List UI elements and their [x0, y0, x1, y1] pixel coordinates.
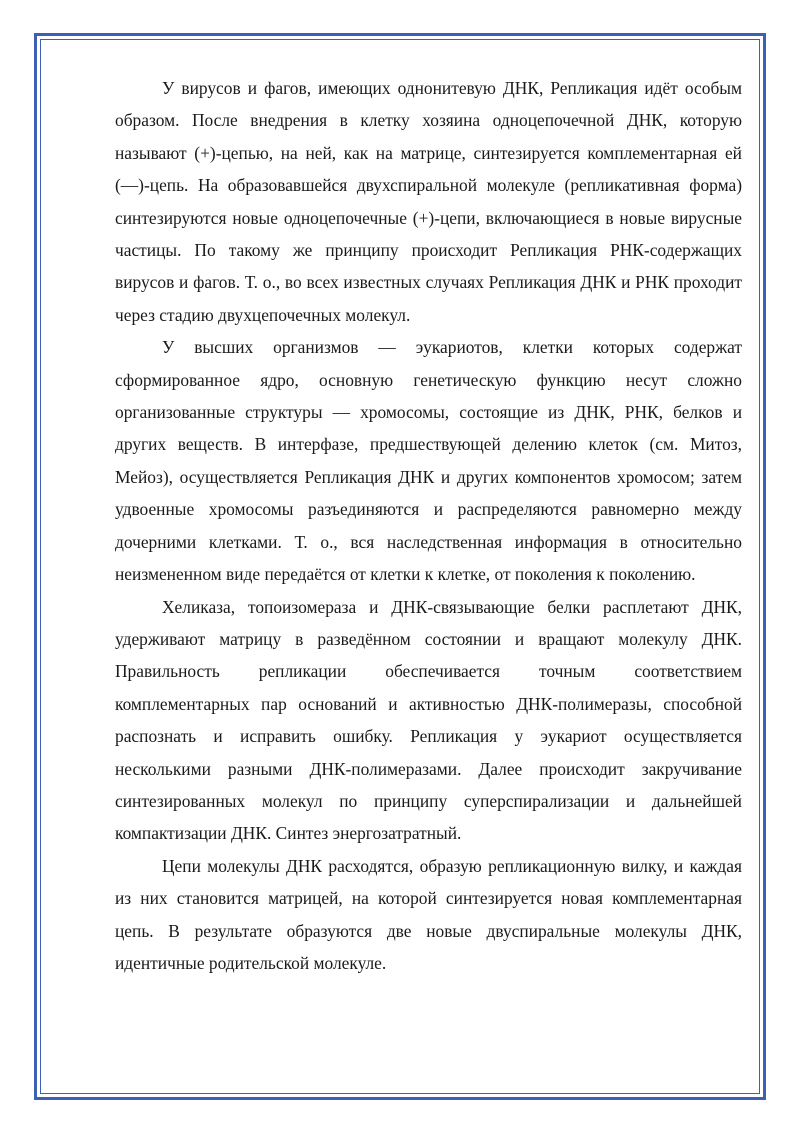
paragraph-replication-fork: Цепи молекулы ДНК расходятся, образую репликационную вилку, и каждая из них становится матрицей, на которой синтезируется новая комплементарная цепь. В результате образуются две новые двуспиральные молекулы ДНК, идентичные родительской молекуле.: [115, 855, 742, 973]
paragraph-eukaryote-replication: У высших организмов — эукариотов, клетки которых содержат сформированное ядро, основную генетическую функцию несут сложно организованные структуры — хромосомы, состоящие из ДНК, РНК, белков и других веществ. В интерфазе, предшествующей делению клеток (см. Митоз, Мейоз), осуществляется Репликация ДНК и других компонентов хромосом; затем удвоенные хромосомы разъединяются и распределяются равномерно между дочерними клетками. Т. о., вся наследственная информация в относительно неизмененном виде передаётся от клетки к клетке, от поколения к поколению.: [115, 337, 742, 585]
paragraph-viral-replication: У вирусов и фагов, имеющих однонитевую ДНК, Репликация идёт особым образом. После внедрения в клетку хозяина одноцепочечной ДНК, которую называют (+)-цепью, на ней, как на матрице, синтезируется комплементарная ей (—)-цепь. На образовавшейся двухспиральной молекуле (репликативная форма) синтезируются новые одноцепочечные (+)-цепи, включающиеся в новые вирусные частицы. По такому же принципу происходит Репликация РНК-содержащих вирусов и фагов. Т. о., во всех известных случаях Репликация ДНК и РНК проходит через стадию двухцепочечных молекул.: [115, 78, 742, 325]
paragraph-helicase: Хеликаза, топоизомераза и ДНК-связывающие белки расплетают ДНК, удерживают матрицу в разведённом состоянии и вращают молекулу ДНК. Правильность репликации обеспечивается точным соответствием комплементарных пар оснований и активностью ДНК-полимеразы, способной распознать и исправить ошибку. Репликация у эукариот осуществляется несколькими разными ДНК-полимеразами. Далее происходит закручивание синтезированных молекул по принципу суперспирализации и дальнейшей компактизации ДНК. Синтез энергозатратный.: [115, 596, 742, 844]
document-body: [115, 72, 742, 979]
